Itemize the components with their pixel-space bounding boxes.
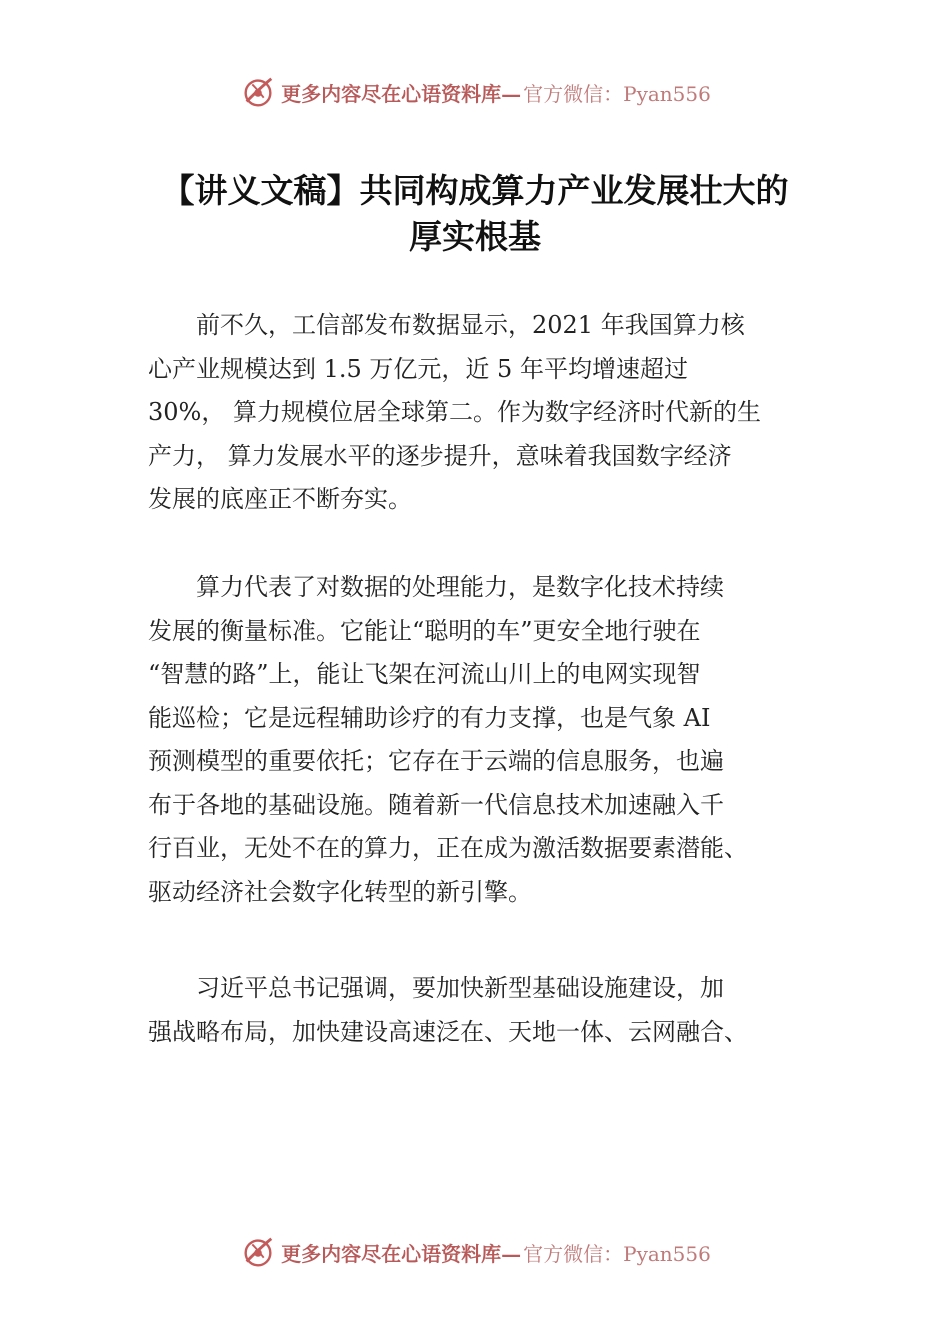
watermark-suffix: 官方微信：Pyan556 xyxy=(523,81,711,106)
paragraph-1 xyxy=(148,304,828,522)
paragraph-line: 强战略布局，加快建设高速泛在、天地一体、云网融合、 xyxy=(148,1017,748,1046)
watermark-group xyxy=(239,1233,711,1271)
paragraph-line: 布于各地的基础设施。随着新一代信息技术加速融入千 xyxy=(148,790,724,819)
paragraph-line: 习近平总书记强调，要加快新型基础设施建设，加 xyxy=(148,974,724,1002)
watermark-main: 更多内容尽在心语资料库 xyxy=(281,1241,502,1266)
watermark-text xyxy=(281,1238,711,1267)
watermark-group xyxy=(239,73,711,111)
paragraph-line: “智慧的路”上，能让飞架在河流山川上的电网实现智 xyxy=(148,660,701,688)
paragraph-line: 产力， 算力发展水平的逐步提升，意味着我国数字经济 xyxy=(148,441,732,470)
header-watermark xyxy=(0,72,950,112)
footer-watermark xyxy=(0,1232,950,1272)
paragraph-line: 驱动经济社会数字化转型的新引擎。 xyxy=(148,877,532,906)
paragraph-line: 30%， 算力规模位居全球第二。作为数字经济时代新的生 xyxy=(148,398,761,426)
title-line-2: 厚实根基 xyxy=(409,217,541,256)
paragraph-line: 前不久，工信部发布数据显示，2021 年我国算力核 xyxy=(148,311,745,339)
document-title xyxy=(100,168,850,260)
paragraph-line: 算力代表了对数据的处理能力，是数字化技术持续 xyxy=(148,573,724,601)
watermark-main: 更多内容尽在心语资料库 xyxy=(281,81,502,106)
paragraph-line: 能巡检；它是远程辅助诊疗的有力支撑，也是气象 AI xyxy=(148,703,711,732)
watermark-suffix: 官方微信：Pyan556 xyxy=(523,1241,711,1266)
logo-icon xyxy=(239,1233,277,1271)
logo-icon xyxy=(239,73,277,111)
watermark-dash: — xyxy=(501,1241,522,1266)
watermark-text xyxy=(281,78,711,107)
paragraph-line: 预测模型的重要依托；它存在于云端的信息服务，也遍 xyxy=(148,747,724,775)
paragraph-line: 发展的衡量标准。它能让“聪明的车”更安全地行驶在 xyxy=(148,616,701,645)
paragraph-line: 心产业规模达到 1.5 万亿元，近 5 年平均增速超过 xyxy=(148,354,688,383)
paragraph-3 xyxy=(148,967,828,1054)
paragraph-2 xyxy=(148,566,828,914)
watermark-dash: — xyxy=(501,81,522,106)
paragraph-line: 行百业，无处不在的算力，正在成为激活数据要素潜能、 xyxy=(148,834,748,862)
title-line-1: 【讲义文稿】共同构成算力产业发展壮大的 xyxy=(161,171,789,210)
paragraph-line: 发展的底座正不断夯实。 xyxy=(148,485,412,513)
